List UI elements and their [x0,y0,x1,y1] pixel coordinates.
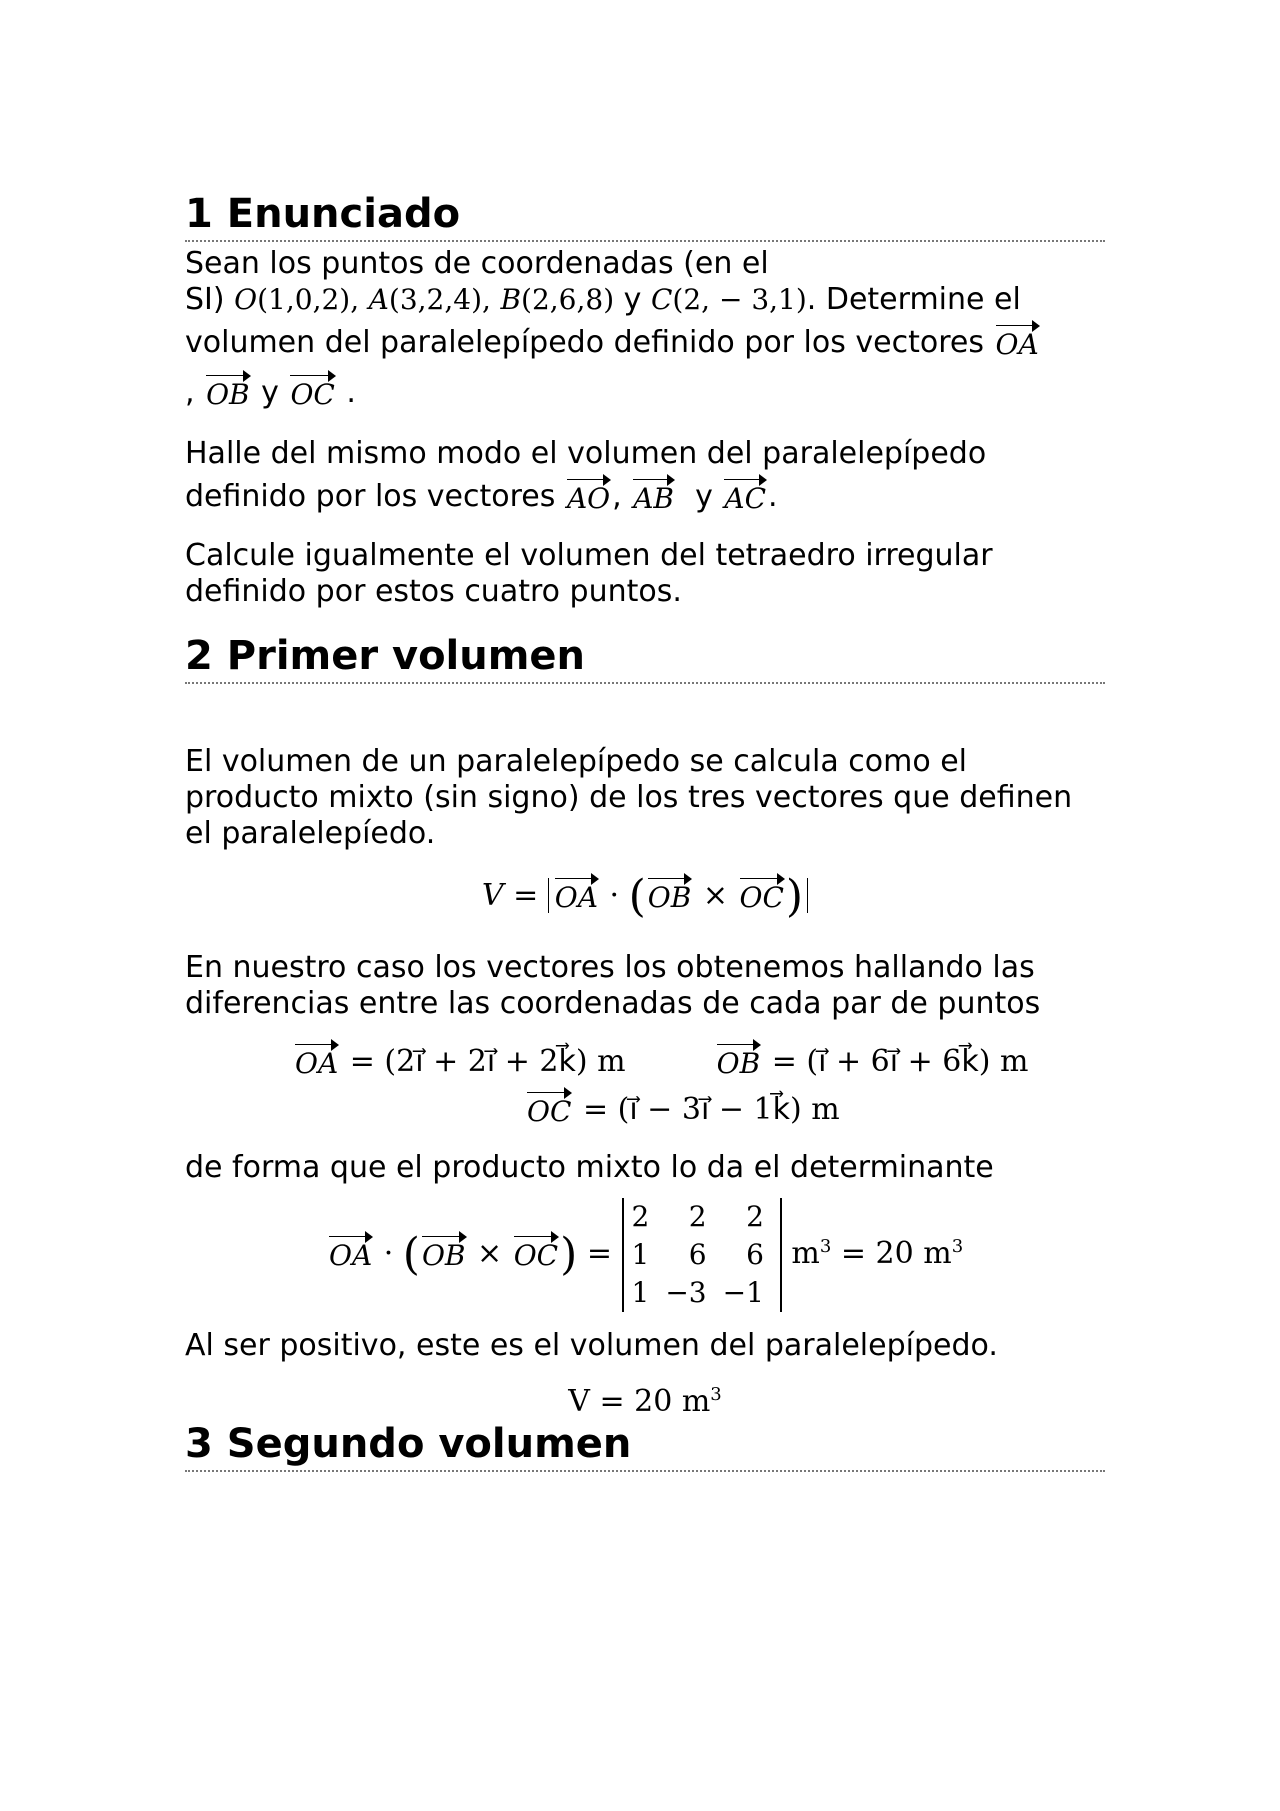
section-number: 2 [185,633,213,679]
enunciado-paragraph-3: Calcule igualmente el volumen del tetraedro irregular definido por estos cuatro puntos. [185,538,993,609]
point-o: O(1,0,2), [234,283,360,316]
section-title: Enunciado [226,191,461,237]
section-title: Primer volumen [226,633,586,679]
section-heading-segundo-volumen [185,1420,1105,1472]
primer-paragraph-3: de forma que el producto mixto lo da el determinante [185,1150,994,1185]
vector-ab: AB [631,473,676,513]
vector-ac: AC [722,473,768,513]
point-b: B(2,6,8) [500,283,615,316]
primer-paragraph-2: En nuestro caso los vectores los obtenemos hallando las diferencias entre las coordenadas de cada par de puntos [185,950,1041,1021]
point-c: C(2, − 3,1) [650,283,807,316]
vector-oc: OC [288,369,336,409]
vector-ob: OB [204,369,252,409]
enunciado-paragraph-1: Sean los puntos de coordenadas (en el SI) O(1,0,2), A(3,2,4), B(2,6,8) y C(2, − 3,1). Determine el volumen del paralelepípedo definido por los vectores OA , OB y OC . [185,246,1039,411]
section-title: Segundo volumen [226,1421,632,1467]
section-heading-enunciado [185,190,1105,242]
section-number: 3 [185,1421,213,1467]
formula-final-volume: V = 20 $m^3$ [568,1384,722,1419]
document-page [185,190,1105,1474]
enunciado-paragraph-2: Halle del mismo modo el volumen del paralelepípedo definido por los vectores AO, AB y AC. [185,436,987,515]
determinant-matrix: 2 2 2 1 6 6 1 −3 −1 [622,1198,782,1312]
vector-oa: OA [994,319,1041,359]
section-number: 1 [185,191,213,237]
vector-ao: AO [565,473,612,513]
point-a: A(3,2,4), [368,283,491,316]
vector-equations: OA = (2ı⃗ + 2ı⃗ + 2k⃗) m OB = (ı⃗ + 6ı⃗ + 6k⃗) m OC = (ı⃗ − 3ı⃗ − 1k⃗) m [185,1038,1105,1128]
primer-paragraph-4: Al ser positivo, este es el volumen del paralelepípedo. [185,1328,998,1363]
determinant-equation: OA · (OB × OC) = 2 2 2 1 6 6 1 −3 −1 $m^3 = 20$ $m^3$ [185,1198,1105,1312]
formula-volume: V = OA · (OB × OC) [185,872,1105,932]
section-heading-primer-volumen [185,632,1105,684]
primer-paragraph-1: El volumen de un paralelepípedo se calcula como el producto mixto (sin signo) de los tres vectores que definen el paralelepíedo. [185,744,1073,851]
